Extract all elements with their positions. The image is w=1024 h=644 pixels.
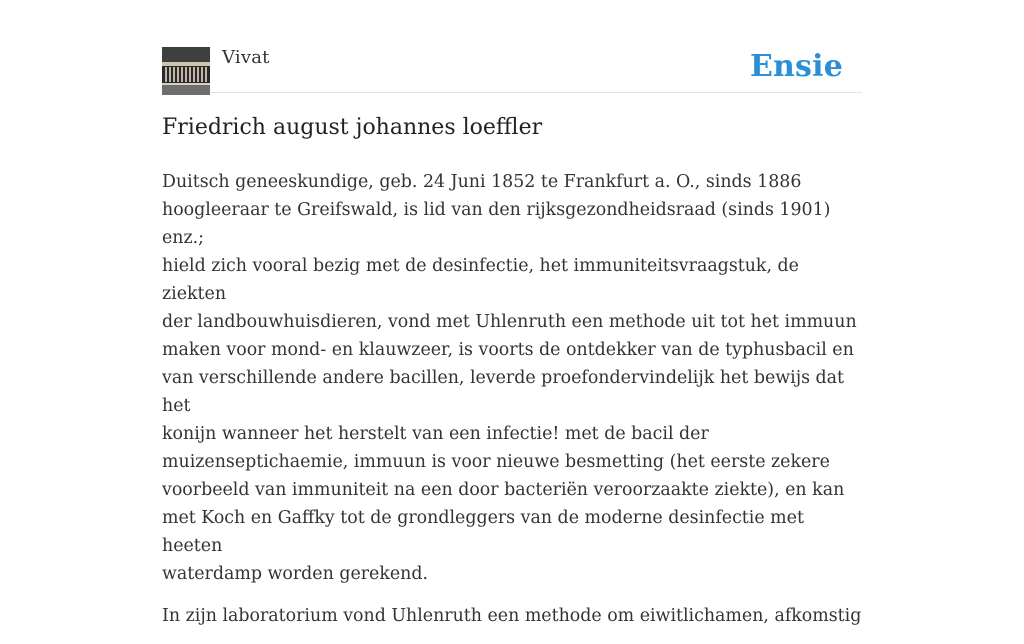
header [162, 46, 862, 93]
page-title: Friedrich august johannes loeffler [162, 115, 543, 140]
article-paragraph: In zijn laboratorium vond Uhlenruth een methode om eiwitlichamen, afkomstig [162, 606, 862, 626]
site-logo[interactable]: Ensie [749, 49, 843, 84]
avatar[interactable] [162, 47, 210, 95]
bookshelf-photo-icon [162, 47, 210, 95]
article-body [162, 168, 862, 644]
author-name[interactable]: Vivat [222, 47, 270, 68]
article-paragraph: Duitsch geneeskundige, geb. 24 Juni 1852 te Frankfurt a. O., sinds 1886 hoogleeraar te Greifswald, is lid van den rijksgezondheidsraad (sinds 1901) enz.; hield zich vooral bezig met de desinfectie, het immuniteitsvraagstuk, de ziekten der landbouwhuisdieren, vond met Uhlenruth een methode uit tot het immuun maken voor mond- en klauwzeer, is voorts de ontdekker van de typhusbacil en van verschillende andere bacillen, leverde proefondervindelijk het bewijs dat het konijn wanneer het herstelt van een infectie! met de bacil der muizenseptichaemie, immuun is voor nieuwe besmetting (het eerste zekere voorbeeld van immuniteit na een door bacteriën veroorzaakte ziekte), en kan met Koch en Gaffky tot de grondleggers van de moderne desinfectie met heeten waterdamp worden gerekend. [162, 172, 857, 584]
